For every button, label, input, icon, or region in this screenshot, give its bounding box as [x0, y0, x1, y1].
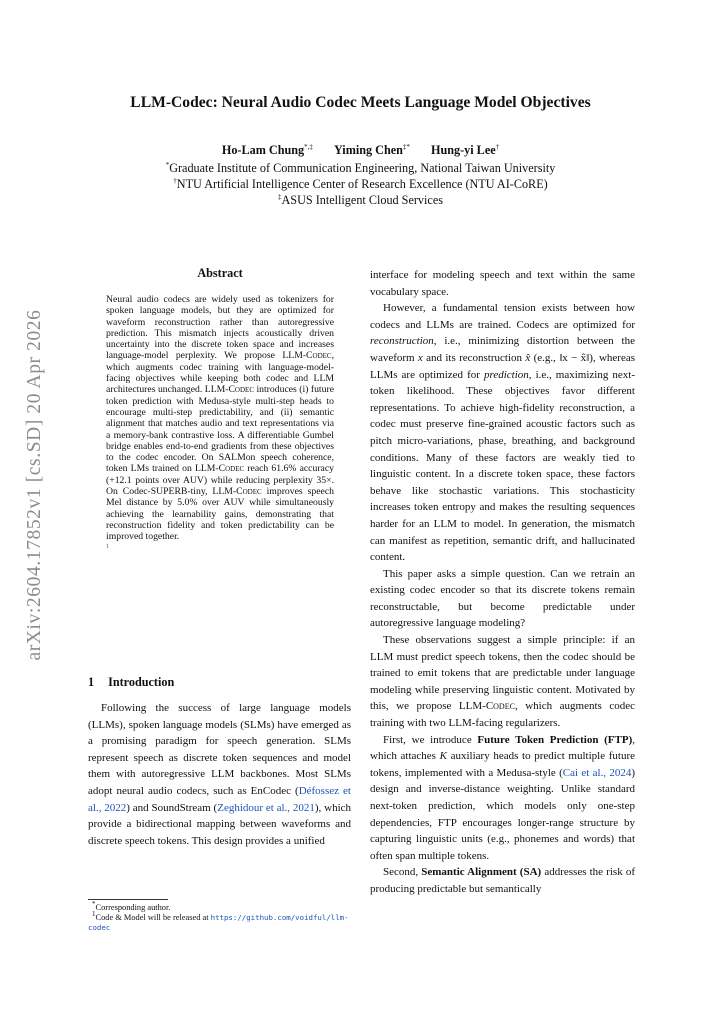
footnote-code: $^1$Code & Model will be released at https://github.com/voidful/llm-codec	[88, 910, 349, 933]
author-3: Hung-yi Lee†	[430, 142, 500, 157]
paragraph: Second, Semantic Alignment (SA) addresses the risk of producing predictable but semantically	[370, 866, 635, 895]
paragraph: interface for modeling speech and text within the same vocabulary space.	[370, 269, 635, 298]
affiliation-3: ‡ASUS Intelligent Cloud Services	[278, 192, 443, 207]
abstract-body: Neural audio codecs are widely used as tokenizers for spoken language models, but they are optimized for waveform reconstruction rather than autoregressive prediction. This mismatch injects acoustically driven uncertainty into the discrete token space and increases language-model perplexity. We propose LLM-Codec, which augments codec training with language-model-facing objectives while keeping both codec and LLM architectures unchanged. LLM-Codec introduces (i) future token prediction with Medusa-style multi-step heads to encourage multi-step predictability, and (ii) semantic alignment that matches audio and text representations via a memory-bank contrastive loss. A differentiable Gumbel bridge enables end-to-end gradients from these objectives to the codec encoder. On SALMon speech coherence, token LMs trained on LLM-Codec reach 61.6% accuracy (+12.1 points over AUV) while reducing perplexity 35×. On Codec-SUPERB-tiny, LLM-Codec improves speech Mel distance by 5.0% over AUV while simultaneously achieving the learnability gains, demonstrating that reconstruction fidelity and token predictability can be improved together. 1	[106, 294, 334, 550]
right-column-body	[370, 267, 635, 898]
section-heading-introduction: 1 Introduction	[88, 675, 175, 689]
paper-title: LLM-Codec: Neural Audio Codec Meets Language Model Objectives	[130, 94, 591, 111]
author-2: Yiming Chen‡*	[333, 142, 410, 157]
paragraph: However, a fundamental tension exists between how codecs and LLMs are trained. Codecs are optimized for reconstruction, i.e., minimizing distortion between the waveform x and its reconstruction x̂ (e.g., ‖x − x̂‖), whereas LLMs are optimized for prediction, i.e., maximizing next-token likelihood. These objectives favor different representations. To achieve high-fidelity reconstruction, a codec must preserve fine-grained acoustic factors such as pitch micro-variations, phase, breathing, and background conditions. Many of these factors are weakly tied to linguistic content. In a discrete token space, these factors behave like stochastic variations. This stochasticity increases token entropy and makes the resulting sequences harder for an LLM to model. In generation, the mismatch can manifest as repetition, semantic drift, and hallucinated content.	[370, 302, 636, 564]
paragraph: This paper asks a simple question. Can we retrain an existing codec encoder so that its discrete tokens remain reconstructable, but become predictable under autoregressive language modeling?	[370, 567, 635, 630]
citation-link[interactable]: Cai et al., 2024	[562, 766, 632, 779]
author-1: Ho-Lam Chung*,‡	[221, 142, 313, 157]
arxiv-stamp	[20, 295, 50, 675]
intro-paragraph: Following the success of large language models (LLMs), spoken language models (SLMs) have emerged as a promising paradigm for speech generation. SLMs represent speech as discrete token sequences and model them with autoregressive LLM backbones. Most SLMs adopt neural audio codecs, such as EnCodec (Défossez et al., 2022) and SoundStream (Zeghidour et al., 2021), which provide a bidirectional mapping between waveforms and discrete speech tokens. This design provides a unified	[88, 702, 352, 847]
citation-link[interactable]: Zeghidour et al., 2021	[217, 801, 315, 814]
paragraph: These observations suggest a simple principle: if an LLM must predict speech tokens, then the codec should be trained to emit tokens that are predictable under language modeling while preserving linguistic content. Motivated by this, we propose LLM-Codec, which augments codec training with two LLM-facing regularizers.	[370, 634, 635, 730]
affiliation-2: †NTU Artificial Intelligence Center of Research Excellence (NTU AI-CoRE)	[173, 176, 548, 191]
github-link[interactable]: https://github.com/voidful/llm-codec	[88, 913, 349, 933]
paragraph: First, we introduce Future Token Prediction (FTP), which attaches K auxiliary heads to predict multiple future tokens, implemented with a Medusa-style (Cai et al., 2024) design and inverse-distance weighting. Unlike standard next-token prediction, which models only one-step dependencies, FTP encourages longer-range structure by capturing linguistic units (e.g., phonemes and words) that often span multiple tokens.	[370, 733, 636, 862]
footnote-divider	[88, 899, 168, 900]
footnote-corresponding: *Corresponding author.	[92, 900, 171, 912]
citation-link[interactable]: Défossez et al., 2022	[88, 784, 351, 814]
affiliation-1: *Graduate Institute of Communication Engineering, National Taiwan University	[165, 160, 556, 175]
footnote-ref-link[interactable]: 1	[106, 543, 109, 550]
author-line	[60, 143, 661, 158]
abstract-heading: Abstract	[197, 266, 243, 280]
left-column-body	[88, 700, 351, 849]
arxiv-id[interactable]: arXiv:2604.17852v1 [cs.SD] 20 Apr 2026	[24, 309, 45, 661]
